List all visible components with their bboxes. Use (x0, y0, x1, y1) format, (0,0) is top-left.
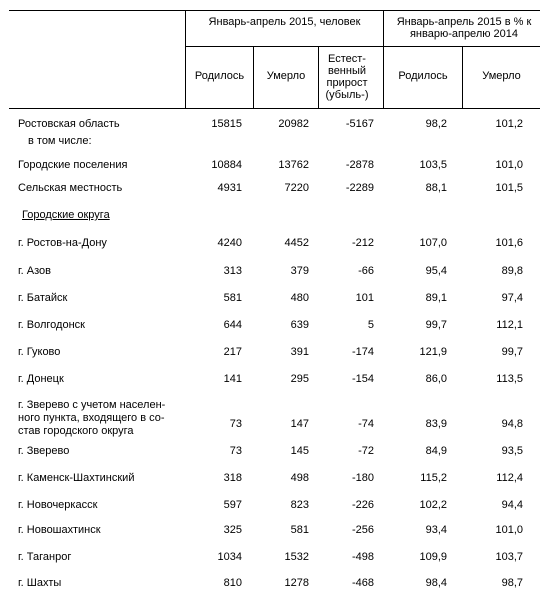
cell-born: 4931 (217, 182, 242, 194)
row-name: г. Шахты (18, 577, 62, 589)
cell-died: 823 (290, 499, 309, 511)
cell-born: 217 (223, 346, 242, 358)
cell-natural: -498 (351, 551, 374, 563)
cell-natural: -74 (358, 418, 374, 430)
cell-died: 7220 (284, 182, 309, 194)
row-name: г. Каменск-Шахтинский (18, 472, 135, 484)
cell-natural: -226 (351, 499, 374, 511)
header-group-percent: Январь-апрель 2015 в % к январю-апрелю 2014 (396, 16, 532, 40)
cell-died: 20982 (278, 118, 309, 130)
cell-died: 498 (290, 472, 309, 484)
row-name: Городские поселения (18, 159, 128, 171)
cell-died: 1278 (284, 577, 309, 589)
row-name: в том числе: (28, 135, 92, 147)
cell-born: 73 (229, 418, 242, 430)
cell-born-percent: 98,2 (425, 118, 447, 130)
cell-born: 318 (223, 472, 242, 484)
table-top-border (9, 10, 540, 11)
cell-born-percent: 115,2 (420, 472, 447, 484)
cell-died: 4452 (284, 237, 309, 249)
cell-died: 639 (290, 319, 309, 331)
cell-natural: -174 (351, 346, 374, 358)
cell-born: 644 (223, 319, 242, 331)
header-group-absolute: Январь-апрель 2015, человек (208, 16, 361, 28)
cell-died-percent: 94,8 (501, 418, 523, 430)
row-name: г. Новочеркасск (18, 499, 98, 511)
cell-died-percent: 101,0 (495, 159, 523, 171)
row-name: г. Азов (18, 265, 51, 277)
row-name: Сельская местность (18, 182, 123, 194)
cell-died: 480 (290, 292, 309, 304)
cell-died: 391 (290, 346, 309, 358)
header-died: Умерло (266, 70, 306, 82)
cell-died-percent: 98,7 (501, 577, 523, 589)
row-name: г. Новошахтинск (18, 524, 101, 536)
row-name: г. Волгодонск (18, 319, 85, 331)
cell-died: 145 (290, 445, 309, 457)
cell-died-percent: 94,4 (501, 499, 523, 511)
cell-natural: -212 (351, 237, 374, 249)
cell-born: 73 (229, 445, 242, 457)
cell-natural: 5 (367, 319, 374, 331)
row-name: г. Донецк (18, 373, 64, 385)
cell-born-percent: 99,7 (425, 319, 447, 331)
cell-died: 379 (290, 265, 309, 277)
cell-born-percent: 109,9 (419, 551, 447, 563)
cell-born: 10884 (211, 159, 242, 171)
cell-born-percent: 89,1 (425, 292, 447, 304)
cell-died-percent: 101,5 (495, 182, 523, 194)
header-group-divider (185, 46, 540, 47)
cell-natural: -154 (351, 373, 374, 385)
row-name: г. Гуково (18, 346, 61, 358)
cell-natural: -66 (358, 265, 374, 277)
cell-died: 1532 (284, 551, 309, 563)
cell-died: 13762 (278, 159, 309, 171)
cell-born: 15815 (211, 118, 242, 130)
cell-died: 295 (290, 373, 309, 385)
cell-born: 581 (223, 292, 242, 304)
cell-died-percent: 99,7 (501, 346, 523, 358)
cell-born: 810 (223, 577, 242, 589)
cell-born: 1034 (217, 551, 242, 563)
cell-natural: -5167 (345, 118, 374, 130)
row-name: г. Таганрог (18, 551, 72, 563)
cell-died-percent: 101,6 (495, 237, 523, 249)
cell-born: 597 (223, 499, 242, 511)
cell-died-percent: 97,4 (501, 292, 523, 304)
cell-born: 313 (223, 265, 242, 277)
cell-died: 147 (290, 418, 309, 430)
cell-born-percent: 107,0 (419, 237, 447, 249)
header-born: Родилось (194, 70, 245, 82)
cell-born: 4240 (217, 237, 242, 249)
cell-born-percent: 98,4 (425, 577, 447, 589)
cell-natural: -72 (358, 445, 374, 457)
cell-born-percent: 83,9 (425, 418, 447, 430)
cell-born-percent: 102,2 (419, 499, 447, 511)
cell-died-percent: 89,8 (501, 265, 523, 277)
cell-natural: -2878 (345, 159, 374, 171)
cell-natural: -256 (351, 524, 374, 536)
cell-born-percent: 103,5 (419, 159, 447, 171)
cell-born-percent: 86,0 (425, 373, 447, 385)
cell-died-percent: 103,7 (495, 551, 523, 563)
cell-died-percent: 112,4 (496, 472, 523, 484)
cell-natural: -180 (351, 472, 374, 484)
row-name: Ростовская область (18, 118, 120, 130)
cell-died-percent: 93,5 (501, 445, 523, 457)
section-heading-city-districts: Городские округа (22, 209, 110, 221)
cell-died-percent: 112,1 (496, 319, 523, 331)
cell-born-percent: 84,9 (425, 445, 447, 457)
cell-died-percent: 101,0 (495, 524, 523, 536)
cell-born-percent: 93,4 (425, 524, 447, 536)
row-name: г. Ростов-на-Дону (18, 237, 107, 249)
cell-natural: -468 (351, 577, 374, 589)
cell-died-percent: 113,5 (496, 373, 523, 385)
cell-natural: -2289 (345, 182, 374, 194)
cell-born: 141 (223, 373, 242, 385)
row-name: г. Зверево с учетом населен-ного пункта, входящего в со-став городского округа (18, 399, 166, 437)
header-born-percent: Родилось (398, 70, 448, 82)
header-natural-growth: Естест-венный прирост (убыль-) (325, 53, 369, 101)
row-name: г. Зверево (18, 445, 70, 457)
cell-born-percent: 88,1 (425, 182, 447, 194)
cell-natural: 101 (355, 292, 374, 304)
header-died-percent: Умерло (482, 70, 521, 82)
cell-born-percent: 95,4 (425, 265, 447, 277)
cell-born-percent: 121,9 (419, 346, 447, 358)
row-name: г. Батайск (18, 292, 68, 304)
cell-died-percent: 101,2 (495, 118, 523, 130)
cell-born: 325 (223, 524, 242, 536)
header-bottom-border (9, 108, 540, 109)
cell-died: 581 (290, 524, 309, 536)
